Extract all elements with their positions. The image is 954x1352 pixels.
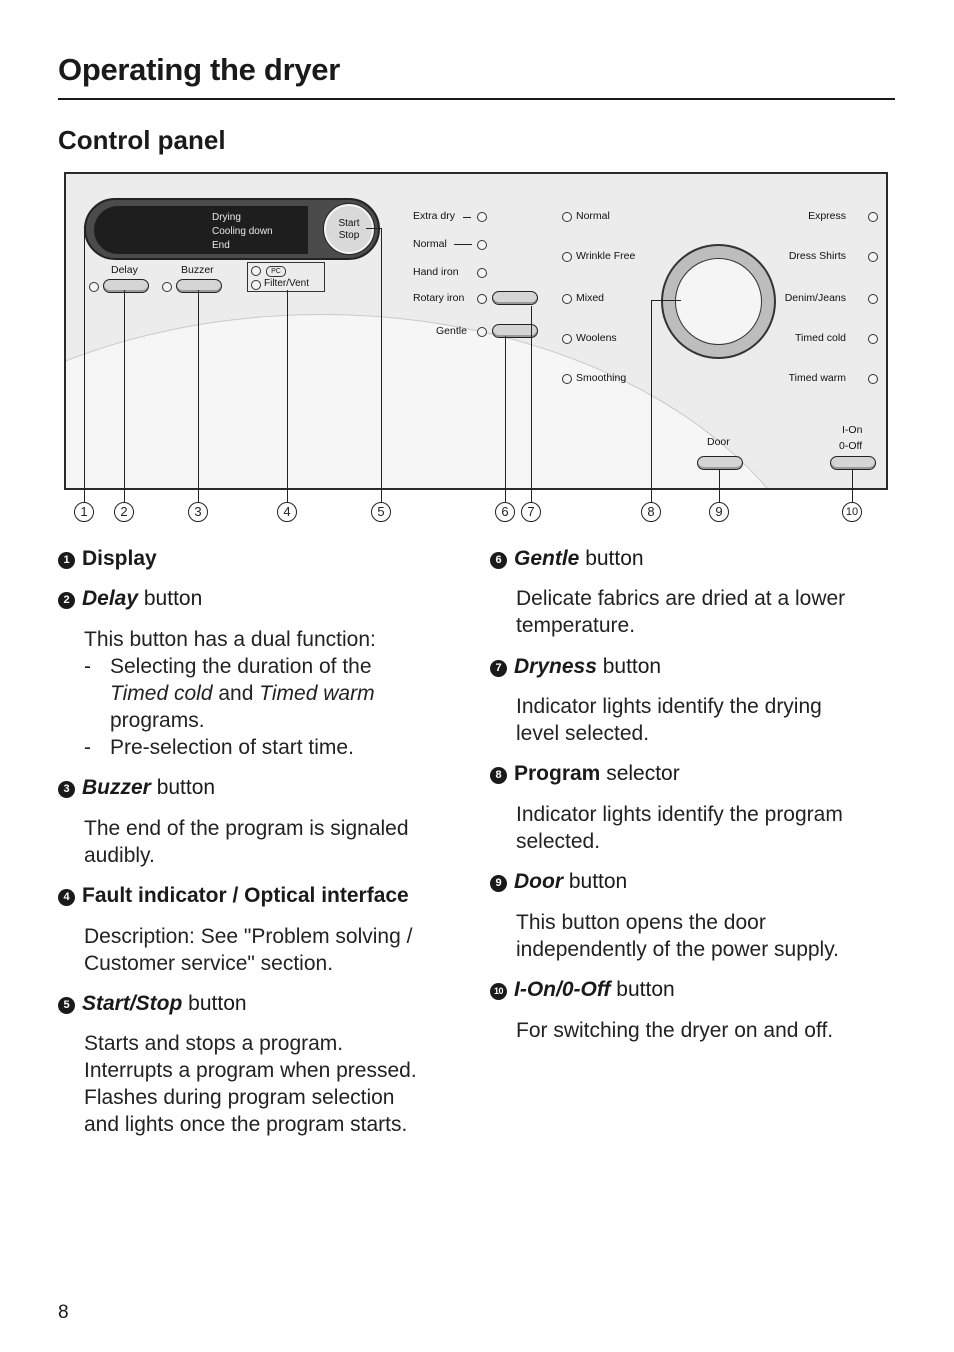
delay-label: Delay bbox=[111, 264, 138, 276]
callout-line-3 bbox=[198, 290, 199, 502]
callout-5: 5 bbox=[371, 502, 391, 522]
item-title: Fault indicator / Optical interface bbox=[82, 884, 409, 907]
led-program-timed-warm bbox=[868, 374, 878, 384]
led-program-dress-shirts bbox=[868, 252, 878, 262]
callout-line-4 bbox=[287, 290, 288, 502]
timed-cold-text: Timed cold bbox=[110, 682, 213, 705]
filter-vent-label: Filter/Vent bbox=[264, 278, 310, 289]
callout-line-8 bbox=[651, 300, 652, 502]
callout-2: 2 bbox=[114, 502, 134, 522]
item-suffix: selector bbox=[600, 762, 680, 785]
and-text: and bbox=[212, 682, 260, 705]
item-number: 4 bbox=[58, 889, 75, 906]
led-program-smoothing bbox=[562, 374, 572, 384]
power-desc-1: For switching the dryer on and off. bbox=[516, 1019, 834, 1042]
item-number: 1 bbox=[58, 552, 75, 569]
item-suffix: button bbox=[579, 547, 644, 570]
led-program-timed-cold bbox=[868, 334, 878, 344]
item-title: I-On/0-Off bbox=[514, 978, 611, 1001]
gentle-desc-2: temperature. bbox=[516, 614, 636, 637]
item-fault bbox=[58, 882, 409, 909]
power-button[interactable] bbox=[830, 456, 876, 470]
start-desc-1: Starts and stops a program. bbox=[84, 1032, 344, 1055]
buzzer-desc-2: audibly. bbox=[84, 844, 155, 867]
item-suffix: button bbox=[150, 776, 216, 799]
program-denim-jeans: Denim/Jeans bbox=[784, 292, 846, 304]
fault-indicator-box bbox=[247, 262, 325, 292]
item-title: Program bbox=[514, 762, 601, 785]
door-label: Door bbox=[707, 436, 730, 448]
power-on-label: I-On bbox=[842, 424, 863, 436]
item-number: 6 bbox=[490, 552, 507, 569]
item-suffix: button bbox=[563, 870, 628, 893]
dryness-desc-2: level selected. bbox=[516, 722, 650, 745]
item-number: 7 bbox=[490, 660, 507, 677]
item-number: 3 bbox=[58, 781, 75, 798]
display-line-end: End bbox=[212, 240, 230, 251]
item-program bbox=[490, 760, 680, 787]
item-power bbox=[490, 976, 675, 1003]
item-suffix: button bbox=[610, 978, 675, 1001]
led-extra-dry bbox=[477, 212, 487, 222]
callout-line-8-tick bbox=[651, 300, 681, 301]
callout-line-2 bbox=[124, 290, 125, 502]
delay-intro: This button has a dual function: bbox=[84, 628, 376, 651]
callout-line-10 bbox=[852, 470, 853, 502]
dryness-rotary-iron: Rotary iron bbox=[413, 292, 465, 304]
display-line-drying: Drying bbox=[212, 212, 241, 223]
program-express: Express bbox=[808, 210, 846, 222]
callout-4: 4 bbox=[277, 502, 297, 522]
buzzer-button[interactable] bbox=[176, 279, 222, 293]
item-suffix: button bbox=[182, 992, 247, 1015]
callout-10: 10 bbox=[842, 502, 862, 522]
led-program-express bbox=[868, 212, 878, 222]
door-button[interactable] bbox=[697, 456, 743, 470]
program-timed-cold: Timed cold bbox=[795, 332, 846, 344]
callout-line-6 bbox=[505, 336, 506, 502]
item-number: 5 bbox=[58, 997, 75, 1014]
item-dryness bbox=[490, 653, 661, 680]
item-title: Dryness bbox=[514, 655, 597, 678]
item-title: Display bbox=[82, 547, 157, 570]
dryness-gentle: Gentle bbox=[436, 325, 467, 337]
item-number: 10 bbox=[490, 983, 507, 1000]
item-suffix: button bbox=[596, 655, 662, 678]
pc-badge: PC bbox=[266, 266, 286, 277]
item-title: Door bbox=[514, 870, 563, 893]
program-selector-dial[interactable] bbox=[661, 244, 776, 359]
filter-led bbox=[251, 280, 261, 290]
dryness-desc-1: Indicator lights identify the drying bbox=[516, 695, 822, 718]
item-number: 9 bbox=[490, 875, 507, 892]
item-number: 2 bbox=[58, 592, 75, 609]
program-desc-1: Indicator lights identify the program bbox=[516, 803, 843, 826]
program-normal: Normal bbox=[576, 210, 610, 222]
program-desc-2: selected. bbox=[516, 830, 601, 853]
buzzer-desc-1: The end of the program is signaled bbox=[84, 817, 409, 840]
item-start-stop bbox=[58, 990, 247, 1017]
led-gentle bbox=[477, 327, 487, 337]
callout-9: 9 bbox=[709, 502, 729, 522]
callout-line-5-tick bbox=[366, 228, 382, 229]
start-desc-2: Interrupts a program when pressed. bbox=[84, 1059, 417, 1082]
page-title: Operating the dryer bbox=[58, 52, 340, 87]
delay-bullet-1-line-3: programs. bbox=[110, 709, 205, 732]
power-off-label: 0-Off bbox=[839, 440, 863, 452]
delay-led bbox=[89, 282, 99, 292]
dryness-dash bbox=[454, 244, 472, 245]
item-gentle bbox=[490, 545, 644, 572]
start-label: Start bbox=[338, 218, 360, 229]
led-program-normal bbox=[562, 212, 572, 222]
start-desc-3: Flashes during program selection bbox=[84, 1086, 395, 1109]
item-buzzer bbox=[58, 774, 215, 801]
callout-line-7 bbox=[531, 306, 532, 502]
gentle-desc-1: Delicate fabrics are dried at a lower bbox=[516, 587, 846, 610]
delay-bullet-1-line-2 bbox=[110, 680, 375, 707]
callout-7: 7 bbox=[521, 502, 541, 522]
fault-desc-2: Customer service" section. bbox=[84, 952, 334, 975]
stop-label: Stop bbox=[338, 230, 360, 241]
bullet-dash: - bbox=[84, 655, 91, 678]
callout-1: 1 bbox=[74, 502, 94, 522]
program-mixed: Mixed bbox=[576, 292, 605, 304]
dryness-button[interactable] bbox=[492, 291, 538, 305]
callout-8: 8 bbox=[641, 502, 661, 522]
display-unit bbox=[84, 198, 380, 260]
item-title: Delay bbox=[82, 587, 139, 610]
program-woolens: Woolens bbox=[576, 332, 617, 344]
led-hand-iron bbox=[477, 268, 487, 278]
callout-line-1 bbox=[84, 226, 85, 502]
led-dryness-normal bbox=[477, 240, 487, 250]
buzzer-led bbox=[162, 282, 172, 292]
section-title: Control panel bbox=[58, 125, 226, 155]
program-wrinkle-free: Wrinkle Free bbox=[576, 250, 636, 262]
item-display bbox=[58, 545, 157, 572]
item-title: Buzzer bbox=[82, 776, 151, 799]
item-title: Gentle bbox=[514, 547, 580, 570]
door-desc-2: independently of the power supply. bbox=[516, 938, 839, 961]
program-smoothing: Smoothing bbox=[576, 372, 627, 384]
dryness-normal: Normal bbox=[413, 238, 447, 250]
led-program-denim-jeans bbox=[868, 294, 878, 304]
bullet-dash: - bbox=[84, 736, 91, 759]
item-delay bbox=[58, 585, 202, 612]
item-suffix: button bbox=[138, 587, 203, 610]
page-number: 8 bbox=[58, 1302, 69, 1323]
display-line-cooling: Cooling down bbox=[212, 226, 273, 237]
led-program-mixed bbox=[562, 294, 572, 304]
buzzer-label: Buzzer bbox=[181, 264, 214, 276]
delay-bullet-2: Pre-selection of start time. bbox=[110, 736, 354, 759]
door-desc-1: This button opens the door bbox=[516, 911, 766, 934]
item-title: Start/Stop bbox=[82, 992, 183, 1015]
dryness-hand-iron: Hand iron bbox=[413, 266, 459, 278]
callout-line-9 bbox=[719, 470, 720, 502]
item-number: 8 bbox=[490, 767, 507, 784]
led-program-woolens bbox=[562, 334, 572, 344]
control-panel-illustration bbox=[64, 172, 888, 490]
dial-face bbox=[675, 258, 762, 345]
callout-6: 6 bbox=[495, 502, 515, 522]
callout-3: 3 bbox=[188, 502, 208, 522]
title-divider bbox=[58, 98, 895, 100]
fault-desc-1: Description: See "Problem solving / bbox=[84, 925, 413, 948]
callout-line-5 bbox=[381, 228, 382, 502]
led-rotary-iron bbox=[477, 294, 487, 304]
program-timed-warm: Timed warm bbox=[788, 372, 846, 384]
delay-bullet-1-line-1: Selecting the duration of the bbox=[110, 655, 372, 678]
dryness-dash bbox=[463, 217, 471, 218]
start-desc-4: and lights once the program starts. bbox=[84, 1113, 408, 1136]
delay-button[interactable] bbox=[103, 279, 149, 293]
display-screen bbox=[94, 206, 308, 254]
pc-led bbox=[251, 266, 261, 276]
program-dress-shirts: Dress Shirts bbox=[788, 250, 846, 262]
item-door bbox=[490, 868, 627, 895]
timed-warm-text: Timed warm bbox=[259, 682, 375, 705]
dryness-extra-dry: Extra dry bbox=[413, 210, 456, 222]
led-program-wrinkle-free bbox=[562, 252, 572, 262]
start-stop-button[interactable] bbox=[324, 204, 374, 254]
